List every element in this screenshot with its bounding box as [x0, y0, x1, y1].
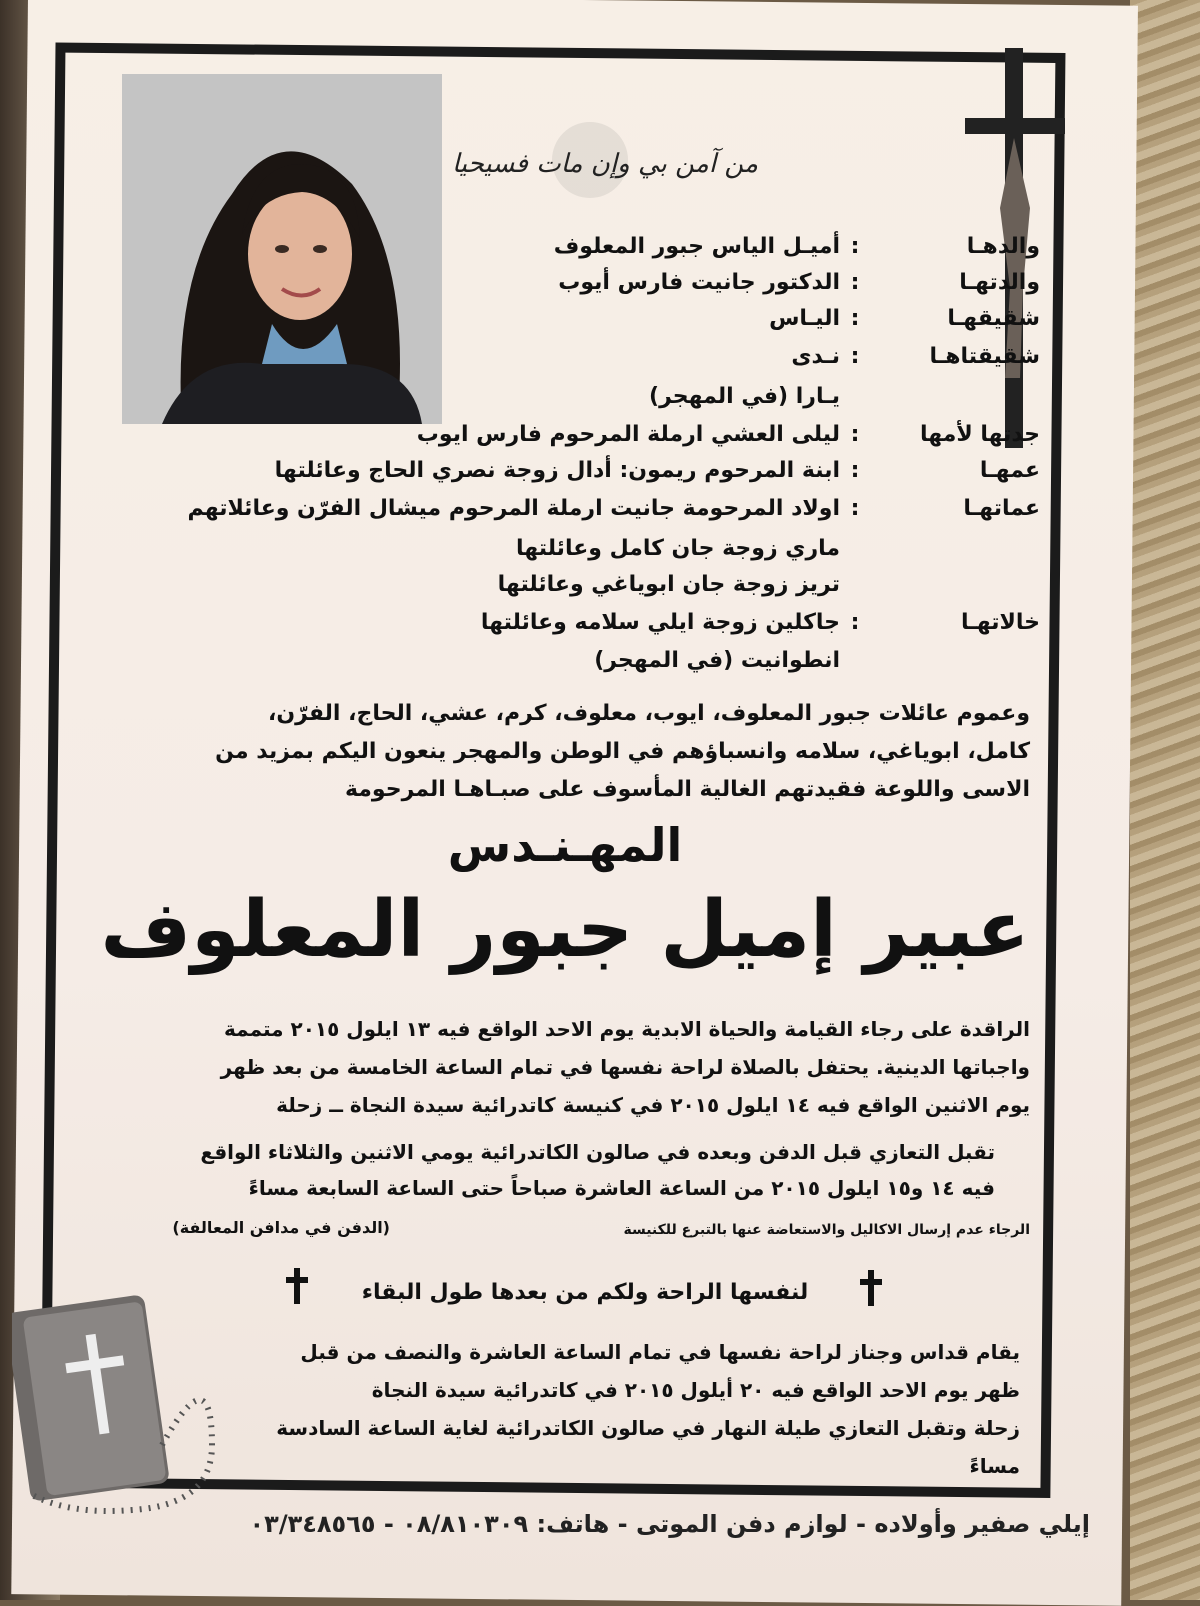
background-curtain	[1130, 0, 1200, 1600]
footer-funeral-home: إيلي صفير وأولاده - لوازم دفن الموتى - هاتف: ٠٨/٨١٠٣٠٩ - ٠٣/٣٤٨٥٦٥	[249, 1510, 1090, 1538]
family-row: عمهـا : ابنة المرحوم ريمون: أدال زوجة نصري الحاج وعائلتها	[274, 457, 1040, 483]
blessing-text: لنفسها الراحة ولكم من بعدها طول البقاء	[361, 1280, 809, 1305]
mass-details: يقام قداس وجناز لراحة نفسها في تمام الساعة العاشرة والنصف من قبل ظهر يوم الاحد الواقع فيه ٢٠ أيلول ٢٠١٥ في كاتدرائية سيدة النجاة زحلة وتقبل التعازي طيلة النهار في صالون الكاتدرائية لغاية الساعة السادسة مساءً	[276, 1340, 1020, 1478]
family-row: شقيقهـا : اليـاس	[769, 305, 1040, 331]
family-row: يـارا (في المهجر)	[649, 383, 840, 409]
deceased-name: عبير إميل جبور المعلوف	[100, 885, 1030, 975]
cross-icon	[286, 1268, 308, 1304]
burial-note: (الدفن في مدافن المعالفة)	[172, 1218, 390, 1237]
family-row: والدهـا : أميـل الياس جبور المعلوف	[553, 233, 1040, 259]
death-details: الراقدة على رجاء القيامة والحياة الابدية يوم الاحد الواقع فيه ١٣ ايلول ٢٠١٥ متممة واجباتها الدينية. يحتفل بالصلاة لراحة نفسها في تمام الساعة الخامسة من بعد ظهر يوم الاثنين الواقع فيه ١٤ ايلول ٢٠١٥ في كنيسة كاتدرائية سيدة النجاة ــ زحلة	[220, 1017, 1030, 1117]
family-row: والدتهـا : الدكتور جانيت فارس أيوب	[558, 269, 1040, 295]
family-row: عماتهـا : اولاد المرحومة جانيت ارملة المرحوم ميشال الفرّن وعائلاتهم	[187, 495, 1040, 521]
condolence-details: تقبل التعازي قبل الدفن وبعده في صالون الكاتدرائية يومي الاثنين والثلاثاء الواقع فيه ١٤ و١٥ ايلول ٢٠١٥ من الساعة العاشرة صباحاً حتى الساعة السابعة مساءً	[200, 1140, 995, 1200]
family-row: جدتها لأمها : ليلى العشي ارملة المرحوم فارس ايوب	[416, 421, 1040, 447]
family-row: خالاتهـا : جاكلين زوجة ايلي سلامه وعائلتها	[480, 609, 1040, 635]
announcement-text: وعموم عائلات جبور المعلوف، ايوب، معلوف، كرم، عشي، الحاج، الفرّن، كامل، ابوياغي، سلامه وانسباؤهم في الوطن والمهجر ينعون اليكم بمزيد من الاسى واللوعة فقيدتهم الغالية المأسوف على صبـاهـا المرحومة	[215, 701, 1030, 802]
motto-text: من آمن بي وإن مات فسيحيا	[451, 149, 759, 179]
family-row: شقيقتاهـا : نـدى	[791, 343, 1040, 369]
bible-rosary-icon	[12, 1295, 232, 1525]
wreath-note: الرجاء عدم إرسال الاكاليل والاستعاضة عنها بالتبرع للكنيسة	[623, 1222, 1030, 1238]
family-row: تريز زوجة جان ابوياغي وعائلتها	[497, 571, 840, 597]
cross-icon	[860, 1270, 882, 1306]
motto-calligraphy	[440, 120, 770, 200]
family-row: انطوانيت (في المهجر)	[594, 647, 840, 673]
family-row: ماري زوجة جان كامل وعائلتها	[515, 535, 840, 561]
profession-title: المهـنـدس	[447, 818, 683, 872]
